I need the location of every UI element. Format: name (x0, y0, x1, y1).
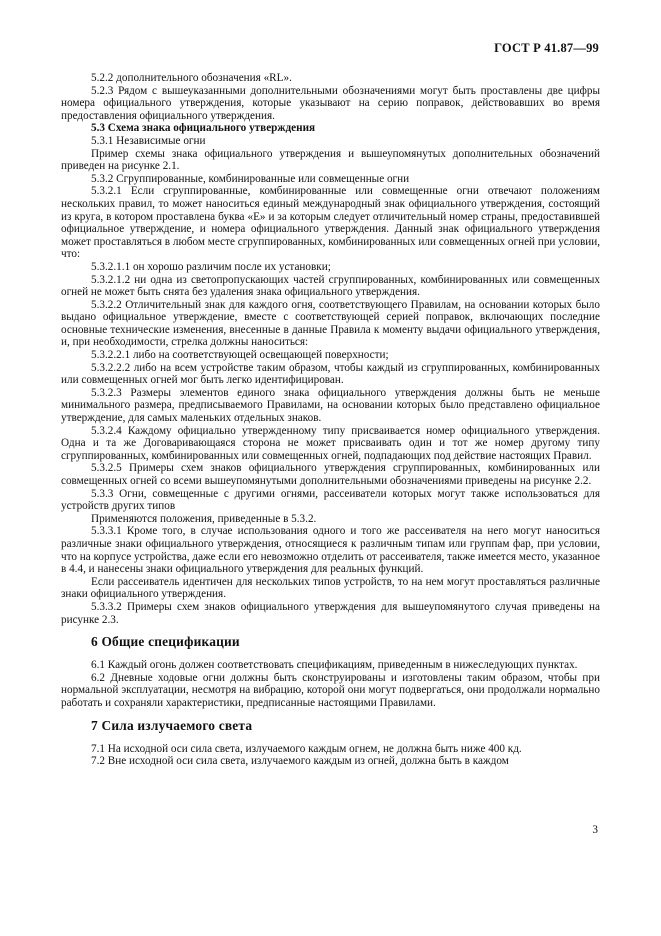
paragraph: 6.2 Дневные ходовые огни должны быть сконструированы и изготовлены таким образом, чтобы при нормальной эксплуатации, несмотря на вибрацию, которой они могут подвергаться, они продолжали нормально работать и сохраняли характеристики, предписанные настоящими Правилами. (61, 671, 600, 709)
paragraph: 7.1 На исходной оси сила света, излучаемого каждым огнем, не должна быть ниже 400 кд. (91, 742, 522, 755)
paragraph: 5.3.3 Огни, совмещенные с другими огнями, рассеиватели которых могут также использоваться для устройств других типов (61, 487, 600, 513)
paragraph: Если рассеиватель идентичен для нескольких типов устройств, то на нем могут проставляться различные знаки официального утверждения. (61, 575, 600, 601)
paragraph: 5.3.3.2 Примеры схем знаков официального утверждения для вышеупомянутого случая приведены на рисунке 2.3. (61, 600, 600, 626)
standard-header: ГОСТ Р 41.87—99 (494, 41, 599, 55)
paragraph: 5.3.2.1 Если сгруппированные, комбинированные или совмещенные огни отвечают положениям нескольких правил, то может наноситься единый международный знак официального утверждения, состоящий из круга, в котором проставлена буква «Е» и за которым следует отличительный номер страны, предоставившей официальное утверждение, и номера официального утверждения. Данный знак официального утверждения может проставляться в любом месте сгруппированных, комбинированных или совмещенных огней при условии, что: (61, 185, 600, 261)
page-number: 3 (592, 824, 598, 836)
paragraph: 5.3.2.3 Размеры элементов единого знака официального утверждения должны быть не меньше минимального размера, предписываемого Правилами, на основании которых было представлено официальное утверждение, для самых маленьких отдельных знаков. (61, 386, 600, 425)
paragraph: 5.3.2.5 Примеры схем знаков официального утверждения сгруппированных, комбинированных или совмещенных огней со всеми вышеупомянутыми дополнительными обозначениями приведены на рисунке 2.2. (61, 462, 600, 487)
paragraph: 7.2 Вне исходной оси сила света, излучаемого каждым из огней, должна быть в каждом (91, 755, 509, 768)
paragraph: 5.3.1 Независимые огни (91, 134, 206, 147)
document-body (61, 72, 600, 768)
section-7-heading: 7 Сила излучаемого света (91, 717, 253, 733)
paragraph: 5.2.2 дополнительного обозначения «RL». (91, 72, 292, 84)
paragraph: 5.3.3.1 Кроме того, в случае использования одного и того же рассеивателя на него могут наноситься различные знаки официального утверждения, относящиеся к различным типам или группам фар, при условии, что на корпусе устройства, даже если его невозможно отделить от рассеивателя, также имеется место, указанное в 4.4, и нанесены знаки официального утверждения для реальных функций. (61, 525, 600, 576)
paragraph: 5.3.2.2.1 либо на соответствующей освещающей поверхности; (91, 349, 389, 362)
paragraph: 5.3.2 Сгруппированные, комбинированные или совмещенные огни (91, 172, 410, 185)
section-6-heading: 6 Общие спецификации (91, 634, 240, 650)
paragraph: 5.3.2.4 Каждому официально утвержденному типу присваивается номер официального утверждения. Одна и та же Договаривающаяся сторона не может присваивать один и тот же номер другому типу сгруппированных, комбинированных или совмещенных огней, подпадающих под действие настоящих Правил. (61, 424, 600, 462)
paragraph: 5.2.3 Рядом с вышеуказанными дополнительными обозначениями могут быть проставлены две цифры номера официального утверждения, которые указывают на серию поправок, действовавших во время предоставления официального утверждения. (61, 84, 600, 122)
paragraph: 5.3.2.2.2 либо на всем устройстве таким образом, чтобы каждый из сгруппированных, комбинированных или совмещенных огней мог быть легко идентифицирован. (61, 361, 600, 387)
paragraph: 5.3.2.1.1 он хорошо различим после их установки; (91, 260, 331, 273)
paragraph: Применяются положения, приведенные в 5.3.2. (91, 512, 317, 525)
paragraph: 6.1 Каждый огонь должен соответствовать спецификациям, приведенным в нижеследующих пунктах. (91, 659, 578, 672)
paragraph: 5.3.2.1.2 ни одна из светопропускающих частей сгруппированных, комбинированных или совмещенных огней не может быть снята без удаления знака официального утверждения. (61, 273, 600, 299)
subsection-heading: 5.3 Схема знака официального утверждения (91, 122, 316, 135)
paragraph: 5.3.2.2 Отличительный знак для каждого огня, соответствующего Правилам, на основании которых было выдано официальное утверждение, вместе с соответствующей серией поправок, включающих последние основные технические изменения, внесенные в данные Правила к моменту выдачи официального утверждения, и, при необходимости, стрелка должны наноситься: (61, 298, 600, 349)
paragraph: Пример схемы знака официального утверждения и вышеупомянутых дополнительных обозначений приведен на рисунке 2.1. (61, 147, 600, 173)
